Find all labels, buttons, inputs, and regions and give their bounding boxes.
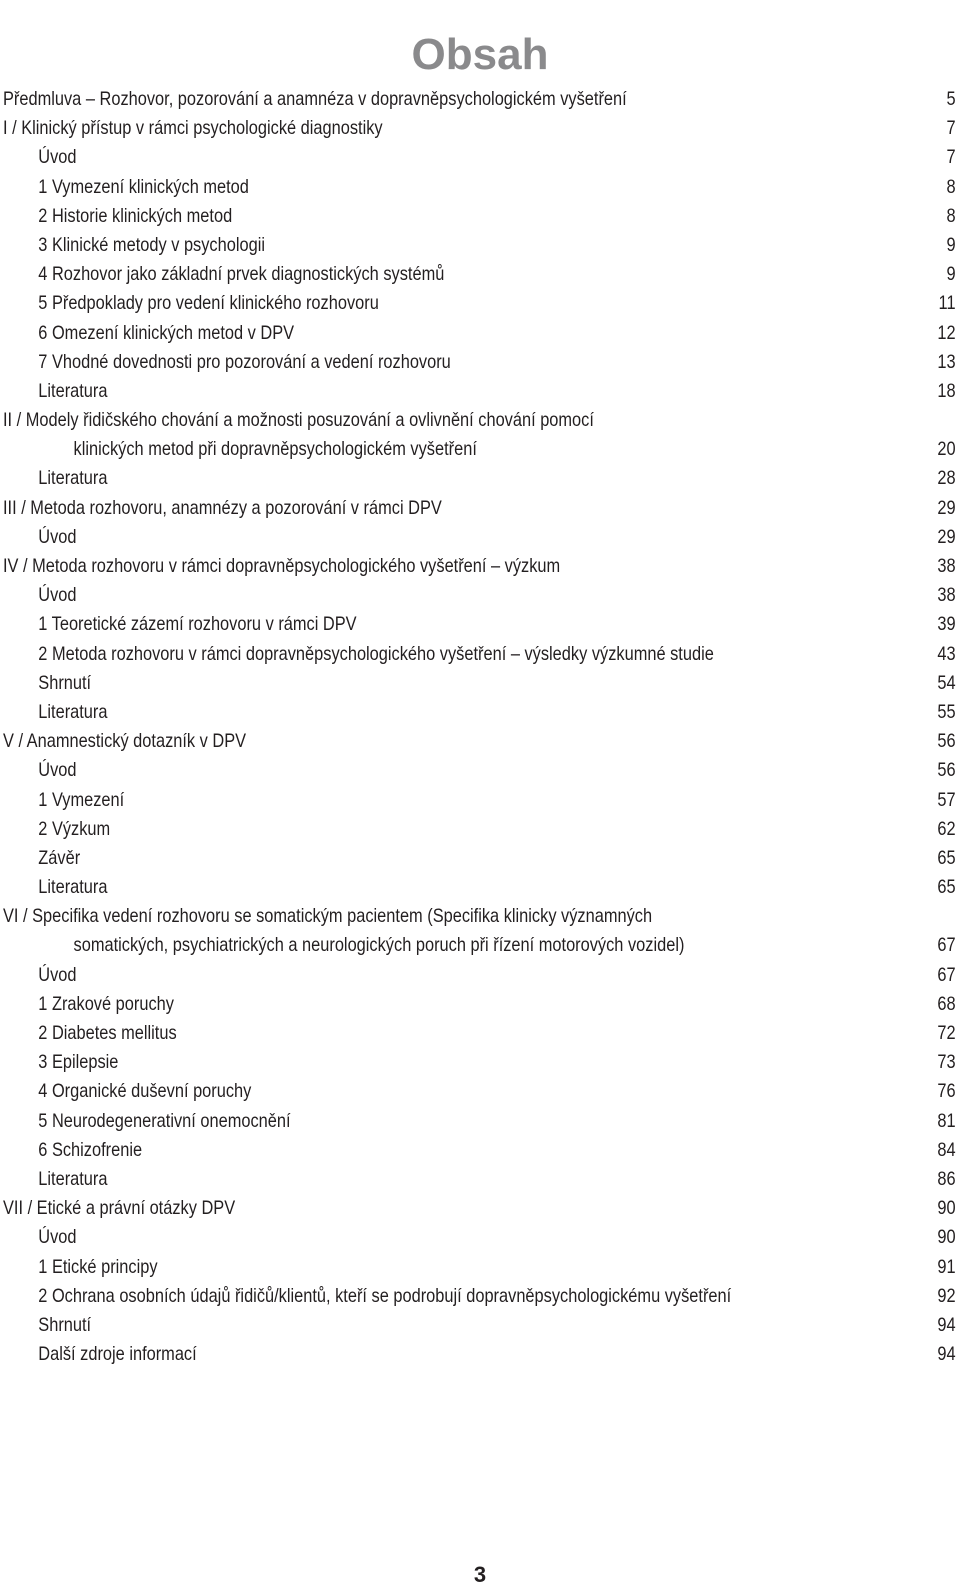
toc-entry[interactable]: [3, 961, 956, 990]
toc-entry[interactable]: [3, 377, 956, 406]
toc-entry-page: 7: [946, 117, 956, 140]
toc-entry-title: Úvod: [38, 759, 77, 782]
toc-entry-page: 91: [937, 1255, 956, 1278]
toc-entry[interactable]: [3, 902, 956, 931]
toc-entry-page: 84: [937, 1138, 956, 1161]
toc-entry[interactable]: [3, 523, 956, 552]
toc-entry-page: 94: [937, 1343, 956, 1366]
toc-entry[interactable]: [3, 494, 956, 523]
toc-entry-page: 54: [937, 671, 956, 694]
toc-entry-title: Shrnutí: [38, 1313, 92, 1336]
toc-entry-page: 18: [937, 379, 956, 402]
toc-entry[interactable]: [3, 552, 956, 581]
toc-entry-title: 1 Etické principy: [38, 1255, 158, 1278]
toc-entry-page: 67: [937, 963, 956, 986]
toc-entry-page: 55: [937, 700, 956, 723]
toc-entry-title: 1 Teoretické zázemí rozhovoru v rámci DPV: [38, 613, 357, 636]
toc-entry-title: Literatura: [38, 876, 108, 899]
toc-entry-page: 94: [937, 1313, 956, 1336]
toc-entry[interactable]: [3, 1107, 956, 1136]
toc-entry-title: somatických, psychiatrických a neurologických poruch při řízení motorových vozidel): [73, 934, 685, 957]
toc-entry-page: 86: [937, 1167, 956, 1190]
toc-entry-page: 81: [937, 1109, 956, 1132]
toc-entry-page: 11: [938, 292, 956, 315]
page-title: Obsah: [411, 30, 549, 80]
toc-entry-title: 2 Metoda rozhovoru v rámci dopravněpsychologického vyšetření – výsledky výzkumné studie: [38, 642, 714, 665]
toc-entry-title: Předmluva – Rozhovor, pozorování a anamnéza v dopravněpsychologickém vyšetření: [3, 88, 627, 110]
toc-entry[interactable]: [3, 669, 956, 698]
toc-entry-title: Literatura: [38, 1167, 108, 1190]
toc-entry-title: 2 Historie klinických metod: [38, 204, 233, 227]
toc-entry[interactable]: [3, 727, 956, 756]
toc-entry[interactable]: [3, 1136, 956, 1165]
toc-entry[interactable]: [3, 202, 956, 231]
toc-entry-page: 72: [937, 1022, 956, 1044]
toc-entry-title: Literatura: [38, 700, 108, 723]
toc-entry-title: 3 Klinické metody v psychologii: [38, 233, 265, 256]
toc-entry-page: 57: [937, 788, 956, 811]
toc-entry[interactable]: [3, 85, 956, 114]
toc-entry-title: Další zdroje informací: [38, 1343, 197, 1366]
toc-entry-page: 67: [937, 934, 956, 957]
toc-entry[interactable]: [3, 815, 956, 844]
page-number: 3: [473, 1562, 487, 1587]
toc-entry-title: 1 Vymezení klinických metod: [38, 175, 249, 198]
toc-entry[interactable]: [3, 231, 956, 260]
toc-entry-page: 38: [937, 584, 956, 607]
toc-entry[interactable]: [3, 844, 956, 873]
toc-entry[interactable]: [3, 786, 956, 815]
toc-entry[interactable]: [3, 319, 956, 348]
toc-entry[interactable]: [3, 289, 956, 318]
toc-entry-page: 73: [937, 1051, 956, 1074]
toc-entry-page: 90: [937, 1226, 956, 1249]
toc-entry[interactable]: [3, 1048, 956, 1077]
toc-entry[interactable]: [3, 640, 956, 669]
toc-entry[interactable]: [3, 698, 956, 727]
toc-entry-title: 2 Výzkum: [38, 817, 111, 840]
toc-entry-title: II / Modely řidičského chování a možnosti posuzování a ovlivnění chování pomocí: [3, 409, 594, 432]
toc-entry-title: Úvod: [38, 1226, 77, 1249]
toc-entry-page: 20: [937, 438, 956, 461]
toc-entry-page: 29: [937, 525, 956, 548]
toc-entry-page: 8: [946, 204, 956, 227]
toc-entry[interactable]: [3, 1253, 956, 1282]
toc-entry-title: V / Anamnestický dotazník v DPV: [3, 730, 247, 753]
toc-entry-page: 8: [946, 175, 956, 198]
toc-entry-title: klinických metod při dopravněpsychologickém vyšetření: [73, 438, 477, 461]
toc-entry-title: 4 Rozhovor jako základní prvek diagnostických systémů: [38, 263, 445, 286]
toc-entry-title: Literatura: [38, 467, 108, 490]
toc-entry-page: 92: [937, 1284, 956, 1307]
toc-entry[interactable]: [3, 1340, 956, 1369]
toc-entry[interactable]: [3, 435, 956, 464]
toc-entry-page: 56: [937, 730, 956, 753]
toc-entry-page: 62: [937, 817, 956, 840]
toc-entry-page: 29: [937, 496, 956, 519]
toc-entry-title: Úvod: [38, 963, 77, 986]
toc-entry[interactable]: [3, 873, 956, 902]
toc-entry-page: 43: [937, 642, 956, 665]
toc-entry-title: 6 Schizofrenie: [38, 1138, 143, 1161]
toc-entry-page: 28: [937, 467, 956, 490]
toc-entry-page: 13: [937, 350, 956, 373]
toc-entry[interactable]: [3, 143, 956, 172]
toc-entry-title: 5 Neurodegenerativní onemocnění: [38, 1109, 291, 1132]
toc-entry-title: 2 Diabetes mellitus: [38, 1022, 177, 1044]
toc-entry[interactable]: [3, 173, 956, 202]
toc-entry-title: 6 Omezení klinických metod v DPV: [38, 321, 295, 344]
toc-entry[interactable]: [3, 1077, 956, 1106]
toc-entry-page: 12: [937, 321, 956, 344]
toc-entry-title: I / Klinický přístup v rámci psychologické diagnostiky: [3, 117, 383, 140]
toc-entry[interactable]: [3, 1282, 956, 1311]
toc-entry[interactable]: [3, 1311, 956, 1340]
table-of-contents: [3, 85, 956, 1369]
toc-entry-page: 76: [937, 1080, 956, 1103]
toc-entry-title: IV / Metoda rozhovoru v rámci dopravněpsychologického vyšetření – výzkum: [3, 555, 561, 577]
toc-entry-title: VII / Etické a právní otázky DPV: [3, 1197, 236, 1220]
toc-entry-page: 68: [937, 992, 956, 1015]
toc-entry[interactable]: [3, 581, 956, 610]
toc-entry-title: 1 Zrakové poruchy: [38, 992, 174, 1015]
toc-entry[interactable]: [3, 1223, 956, 1252]
toc-entry-title: 7 Vhodné dovednosti pro pozorování a vedení rozhovoru: [38, 350, 451, 373]
toc-entry-title: Shrnutí: [38, 671, 92, 694]
toc-entry-page: 38: [937, 555, 956, 577]
toc-entry[interactable]: [3, 1194, 956, 1223]
toc-entry-page: 65: [937, 876, 956, 899]
toc-entry-title: 1 Vymezení: [38, 788, 125, 811]
toc-entry[interactable]: [3, 610, 956, 639]
toc-entry-page: 56: [937, 759, 956, 782]
toc-entry-title: Literatura: [38, 379, 108, 402]
toc-entry-title: Úvod: [38, 146, 77, 169]
toc-entry-title: Závěr: [38, 846, 81, 869]
toc-entry[interactable]: [3, 464, 956, 493]
toc-entry-title: Úvod: [38, 584, 77, 607]
toc-entry-title: VI / Specifika vedení rozhovoru se somatickým pacientem (Specifika klinicky významných: [3, 905, 653, 928]
toc-entry[interactable]: [3, 406, 956, 435]
toc-entry-page: 65: [937, 846, 956, 869]
toc-entry-title: 5 Předpoklady pro vedení klinického rozhovoru: [38, 292, 379, 315]
toc-entry-page: 9: [946, 263, 956, 286]
toc-entry[interactable]: [3, 348, 956, 377]
toc-entry-title: III / Metoda rozhovoru, anamnézy a pozorování v rámci DPV: [3, 496, 442, 519]
toc-entry[interactable]: [3, 756, 956, 785]
toc-entry-title: 3 Epilepsie: [38, 1051, 119, 1074]
toc-entry-title: 4 Organické duševní poruchy: [38, 1080, 252, 1103]
toc-entry-page: 7: [946, 146, 956, 169]
toc-entry-title: 2 Ochrana osobních údajů řidičů/klientů, kteří se podrobují dopravněpsychologickému vyšetření: [38, 1284, 732, 1307]
toc-entry[interactable]: [3, 114, 956, 143]
toc-entry-page: 9: [946, 233, 956, 256]
toc-entry-title: Úvod: [38, 525, 77, 548]
toc-entry-page: 39: [937, 613, 956, 636]
toc-entry-page: 5: [946, 88, 956, 110]
toc-entry[interactable]: [3, 931, 956, 960]
toc-entry[interactable]: [3, 1165, 956, 1194]
toc-entry-page: 90: [937, 1197, 956, 1220]
toc-entry[interactable]: [3, 1019, 956, 1048]
toc-entry[interactable]: [3, 260, 956, 289]
toc-entry[interactable]: [3, 990, 956, 1019]
